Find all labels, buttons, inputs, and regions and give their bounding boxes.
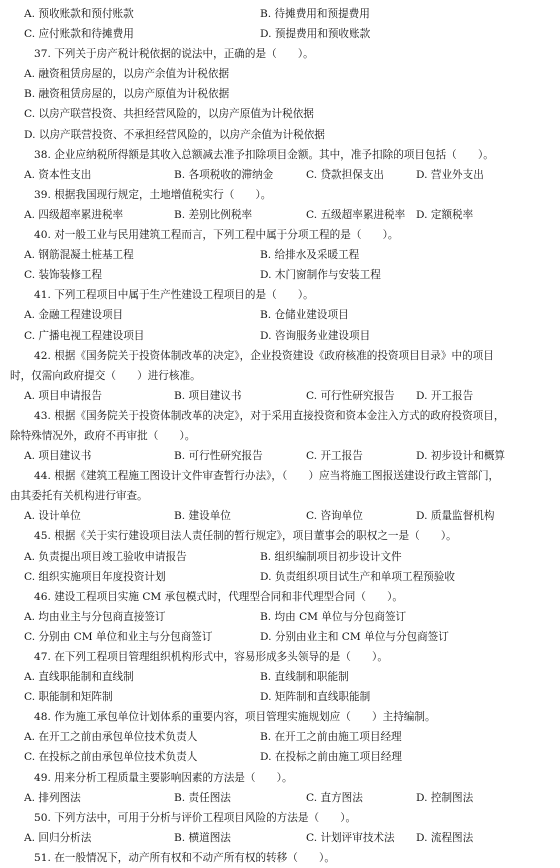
option-text: D. 分别由业主和 CM 单位与分包商签订 [260, 630, 449, 643]
option-text: D. 在投标之前由施工项目经理 [260, 751, 402, 764]
question-stem: 43. 根据《国务院关于投资体制改革的决定》，对于采用直接投资和资本金注入方式的政府投资项目， [34, 409, 505, 422]
option-text: A. 直线职能制和直线制 [24, 671, 134, 684]
question-stem: 49. 用来分析工程质量主要影响因素的方法是（ ）。 [34, 771, 293, 784]
question-stem: 37. 下列关于房产税计税依据的说法中，正确的是（ ）。 [34, 48, 314, 61]
option-text: D. 流程图法 [416, 831, 474, 844]
option-row [10, 627, 550, 647]
option-text: C. 组织实施项目年度投资计划 [24, 570, 166, 583]
question-stem: 42. 根据《国务院关于投资体制改革的决定》，企业投资建设《政府核准的投资项目目录》中的项目 [34, 349, 494, 362]
option-row [10, 326, 550, 346]
option-text: C. 咨询单位 [306, 510, 363, 523]
question-stem: 38. 企业应纳税所得额是其收入总额减去准予扣除项目金额。其中，准予扣除的项目包括（ ）。 [34, 148, 494, 161]
option-text: C. 分别由 CM 单位和业主与分包商签订 [24, 630, 213, 643]
option-text: A. 钢筋混凝土桩基工程 [24, 249, 134, 262]
option-text: A. 均由业主与分包商直接签订 [24, 610, 166, 623]
option-row [10, 205, 550, 225]
option-row [10, 165, 550, 185]
option-text: A. 项目申请报告 [24, 389, 102, 402]
option-row: C. 以房产联营投资、共担经营风险的，以房产原值为计税依据 [24, 108, 314, 121]
option-row [10, 788, 550, 808]
option-text: D. 开工报告 [416, 389, 474, 402]
option-text: B. 均由 CM 单位与分包商签订 [260, 610, 407, 623]
option-row: D. 以房产联营投资、不承担经营风险的，以房产余值为计税依据 [24, 128, 325, 141]
question-stem-continuation: 时，仅需向政府提交（ ）进行核准。 [10, 369, 201, 382]
question-stem-continuation: 除特殊情况外，政府不再审批（ ）。 [10, 429, 196, 442]
option-text: B. 在开工之前由施工项目经理 [260, 731, 402, 744]
option-text: C. 装饰装修工程 [24, 269, 103, 282]
option-row [10, 265, 550, 285]
option-text: D. 负责组织项目试生产和单项工程预验收 [260, 570, 455, 583]
question-stem: 44. 根据《建筑工程施工图设计文件审查暂行办法》，（ ）应当将施工图报送建设行政主管部门， [34, 470, 500, 483]
question-stem: 40. 对一般工业与民用建筑工程而言，下列工程中属于分项工程的是（ ）。 [34, 229, 399, 242]
option-row [10, 667, 550, 687]
option-row [10, 386, 550, 406]
option-text: A. 回归分析法 [24, 831, 92, 844]
question-stem: 50. 下列方法中，可用于分析与评价工程项目风险的方法是（ ）。 [34, 811, 357, 824]
option-row: A. 融资租赁房屋的，以房产余值为计税依据 [24, 68, 230, 81]
option-row [10, 4, 550, 24]
option-row [10, 245, 550, 265]
option-row [10, 506, 550, 526]
option-row [10, 305, 550, 325]
option-text: B. 给排水及采暖工程 [260, 249, 360, 262]
option-text: A. 金融工程建设项目 [24, 309, 124, 322]
option-text: C. 贷款担保支出 [306, 168, 385, 181]
option-text: C. 广播电视工程建设项目 [24, 329, 145, 342]
option-text: D. 矩阵制和直线职能制 [260, 691, 371, 704]
option-text: D. 定额税率 [416, 208, 474, 221]
option-row [10, 727, 550, 747]
option-row [10, 747, 550, 767]
option-text: C. 直方图法 [306, 791, 363, 804]
option-text: C. 应付账款和待摊费用 [24, 28, 134, 41]
option-text: B. 组织编制项目初步设计文件 [260, 550, 402, 563]
option-text: D. 咨询服务业建设项目 [260, 329, 371, 342]
option-text: C. 职能制和矩阵制 [24, 691, 113, 704]
option-text: B. 仓储业建设项目 [260, 309, 349, 322]
option-text: C. 计划评审技术法 [306, 831, 395, 844]
option-row: B. 融资租赁房屋的，以房产原值为计税依据 [24, 88, 230, 101]
option-text: A. 四级超率累进税率 [24, 208, 124, 221]
option-row [10, 828, 550, 848]
option-row [10, 547, 550, 567]
option-row [10, 446, 550, 466]
option-text: A. 排列图法 [24, 791, 81, 804]
option-row [10, 687, 550, 707]
option-text: B. 责任图法 [174, 791, 231, 804]
option-text: A. 预收账款和预付账款 [24, 8, 134, 20]
option-text: B. 待摊费用和预提费用 [260, 8, 370, 20]
option-text: B. 可行性研究报告 [174, 450, 263, 463]
question-stem: 41. 下列工程项目中属于生产性建设工程项目的是（ ）。 [34, 289, 314, 302]
option-text: C. 可行性研究报告 [306, 389, 395, 402]
option-text: A. 设计单位 [24, 510, 81, 523]
question-stem: 45. 根据《关于实行建设项目法人责任制的暂行规定》，项目董事会的职权之一是（ ）。 [34, 530, 457, 543]
question-stem: 39. 根据我国现行规定，土地增值税实行（ ）。 [34, 188, 272, 201]
question-stem: 47. 在下列工程项目管理组织机构形式中，容易形成多头领导的是（ ）。 [34, 651, 388, 663]
option-text: A. 负责提出项目竣工验收申请报告 [24, 550, 187, 563]
option-text: C. 开工报告 [306, 450, 363, 463]
option-row [10, 567, 550, 587]
question-stem: 51. 在一般情况下，动产所有权和不动产所有权的转移（ ）。 [34, 851, 335, 864]
option-text: D. 控制图法 [416, 791, 474, 804]
option-text: D. 营业外支出 [416, 168, 484, 181]
option-text: D. 木门窗制作与安装工程 [260, 269, 381, 282]
option-text: B. 项目建议书 [174, 389, 242, 402]
question-stem: 48. 作为施工承包单位计划体系的重要内容，项目管理实施规划应（ ）主持编制。 [34, 711, 436, 724]
option-text: B. 直线制和职能制 [260, 671, 349, 684]
option-text: A. 项目建议书 [24, 450, 92, 463]
option-text: A. 资本性支出 [24, 168, 92, 181]
option-row [10, 24, 550, 44]
question-stem: 46. 建设工程项目实施 CM 承包模式时，代理型合同和非代理型合同（ ）。 [34, 590, 404, 603]
option-text: D. 初步设计和概算 [416, 450, 506, 463]
option-text: C. 五级超率累进税率 [306, 208, 406, 221]
option-text: D. 质量监督机构 [416, 510, 495, 523]
option-text: B. 差别比例税率 [174, 208, 253, 221]
option-text: A. 在开工之前由承包单位技术负责人 [24, 731, 198, 744]
option-text: B. 横道图法 [174, 831, 231, 844]
option-text: D. 预提费用和预收账款 [260, 28, 371, 41]
question-stem-continuation: 由其委托有关机构进行审查。 [10, 490, 148, 503]
option-row [10, 607, 550, 627]
option-text: B. 建设单位 [174, 510, 231, 523]
option-text: C. 在投标之前由承包单位技术负责人 [24, 751, 198, 764]
option-text: B. 各项税收的滞纳金 [174, 168, 274, 181]
